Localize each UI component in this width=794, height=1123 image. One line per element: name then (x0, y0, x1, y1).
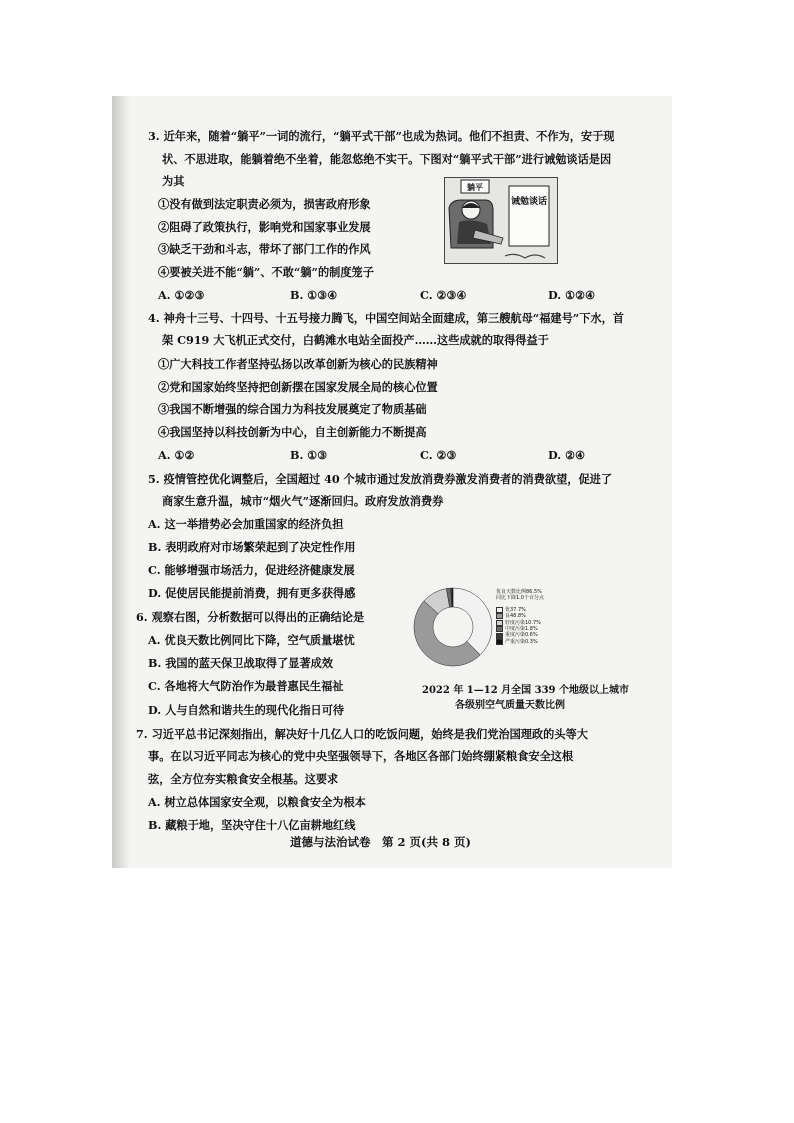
q3-stem-line3: 为其 (162, 174, 185, 188)
chart-caption-line1: 2022 年 1—12 月全国 339 个地级以上城市 (422, 685, 629, 696)
q3-item-1: ①没有做到法定职责必须为，损害政府形象 (158, 197, 371, 211)
q3-stem-line1: 3. 近年来，随着“躺平”一词的流行，“躺平式干部”也成为热词。他们不担责、不作为，安于现 (148, 129, 615, 143)
legend-rows (496, 607, 580, 645)
q4-stem-line2: 架 C919 大飞机正式交付，白鹤滩水电站全面投产……这些成就的取得得益于 (162, 333, 549, 347)
legend-label: 优37.7% (505, 606, 526, 613)
q7-stem-line2: 事。在以习近平同志为核心的党中央坚强领导下，各地区各部门始终绷紧粮食安全这根 (148, 749, 574, 763)
air-quality-donut-chart (412, 586, 494, 668)
legend-header-2: 同比下降1.0个百分点 (496, 595, 544, 602)
legend-header-1: 优良天数比例86.5% (496, 589, 542, 595)
q3-option-b[interactable]: B. ①③④ (290, 288, 338, 302)
legend-label: 轻度污染10.7% (505, 619, 541, 626)
cartoon-scroll-text: 诫勉谈话 (510, 197, 548, 207)
q7-stem-line3: 弦，全方位夯实粮食安全根基。这要求 (148, 772, 339, 786)
q6-stem: 6. 观察右图，分析数据可以得出的正确结论是 (136, 610, 365, 624)
q3-item-3: ③缺乏干劲和斗志，带坏了部门工作的作风 (158, 242, 371, 256)
q3-option-d[interactable]: D. ①②④ (548, 288, 596, 302)
q6-option-c[interactable]: C. 各地将大气防治作为最普惠民生福祉 (148, 679, 344, 693)
q5-option-c[interactable]: C. 能够增强市场活力，促进经济健康发展 (148, 563, 355, 577)
legend-entry (496, 639, 580, 645)
q4-option-a[interactable]: A. ①② (158, 448, 195, 462)
q5-option-d[interactable]: D. 促使居民能提前消费，拥有更多获得感 (148, 586, 356, 600)
legend-swatch (496, 613, 503, 619)
legend-label: 中度污染1.8% (505, 626, 538, 633)
q3-item-4: ④要被关进不能“躺”、不敢“躺”的制度笼子 (158, 265, 374, 279)
chart-legend (496, 589, 580, 667)
q4-stem-line1: 4. 神舟十三号、十四号、十五号接力腾飞，中国空间站全面建成，第三艘航母“福建号”下水，首 (148, 311, 624, 325)
cartoon-illustration (445, 178, 557, 263)
donut-slice-5 (452, 588, 453, 607)
q4-option-c[interactable]: C. ②③ (420, 448, 457, 462)
q6-option-b[interactable]: B. 我国的蓝天保卫战取得了显著成效 (148, 656, 334, 670)
legend-label: 严重污染0.3% (505, 638, 538, 645)
q6-option-d[interactable]: D. 人与自然和谐共生的现代化指日可待 (148, 703, 345, 717)
q4-item-4: ④我国坚持以科技创新为中心，自主创新能力不断提高 (158, 425, 427, 439)
legend-swatch (496, 620, 503, 626)
q3-option-a[interactable]: A. ①②③ (158, 288, 205, 302)
q4-option-b[interactable]: B. ①③ (290, 448, 328, 462)
q7-option-b[interactable]: B. 藏粮于地，坚决守住十八亿亩耕地红线 (148, 818, 356, 832)
legend-label: 重度污染0.6% (505, 632, 538, 639)
q5-option-b[interactable]: B. 表明政府对市场繁荣起到了决定性作用 (148, 540, 356, 554)
chart-caption-line2: 各级别空气质量天数比例 (455, 700, 565, 711)
legend-swatch (496, 639, 503, 645)
page-footer: 道德与法治试卷 第 2 页(共 8 页) (290, 835, 471, 849)
q5-stem-line2: 商家生意升温，城市“烟火气”逐渐回归。政府发放消费券 (162, 494, 444, 508)
q3-option-c[interactable]: C. ②③④ (420, 288, 467, 302)
cartoon-sign-text: 躺平 (467, 183, 483, 192)
q6-option-a[interactable]: A. 优良天数比例同比下降，空气质量堪忧 (148, 633, 355, 647)
q4-item-2: ②党和国家始终坚持把创新摆在国家发展全局的核心位置 (158, 380, 438, 394)
q4-item-1: ①广大科技工作者坚持弘扬以改革创新为核心的民族精神 (158, 357, 438, 371)
legend-swatch (496, 607, 503, 613)
lying-flat-cartoon (444, 177, 558, 264)
legend-swatch (496, 633, 503, 639)
q5-option-a[interactable]: A. 这一举措势必会加重国家的经济负担 (148, 517, 344, 531)
q7-option-a[interactable]: A. 树立总体国家安全观，以粮食安全为根本 (148, 795, 366, 809)
page-edge-shadow (112, 96, 130, 868)
q3-item-2: ②阻碍了政策执行，影响党和国家事业发展 (158, 220, 371, 234)
donut-slice-0 (453, 588, 492, 655)
q4-option-d[interactable]: D. ②④ (548, 448, 586, 462)
legend-label: 良48.8% (505, 613, 526, 620)
donut-svg (412, 586, 494, 668)
q5-stem-line1: 5. 疫情管控优化调整后，全国超过 40 个城市通过发放消费券激发消费者的消费欲望，促进了 (148, 472, 613, 486)
q7-stem-line1: 7. 习近平总书记深刻指出，解决好十几亿人口的吃饭问题，始终是我们党治国理政的头等大 (136, 727, 588, 741)
q4-item-3: ③我国不断增强的综合国力为科技发展奠定了物质基础 (158, 402, 427, 416)
q3-stem-line2: 状、不思进取，能躺着绝不坐着，能忽悠绝不实干。下图对“躺平式干部”进行诫勉谈话是因 (162, 152, 612, 166)
legend-swatch (496, 626, 503, 632)
